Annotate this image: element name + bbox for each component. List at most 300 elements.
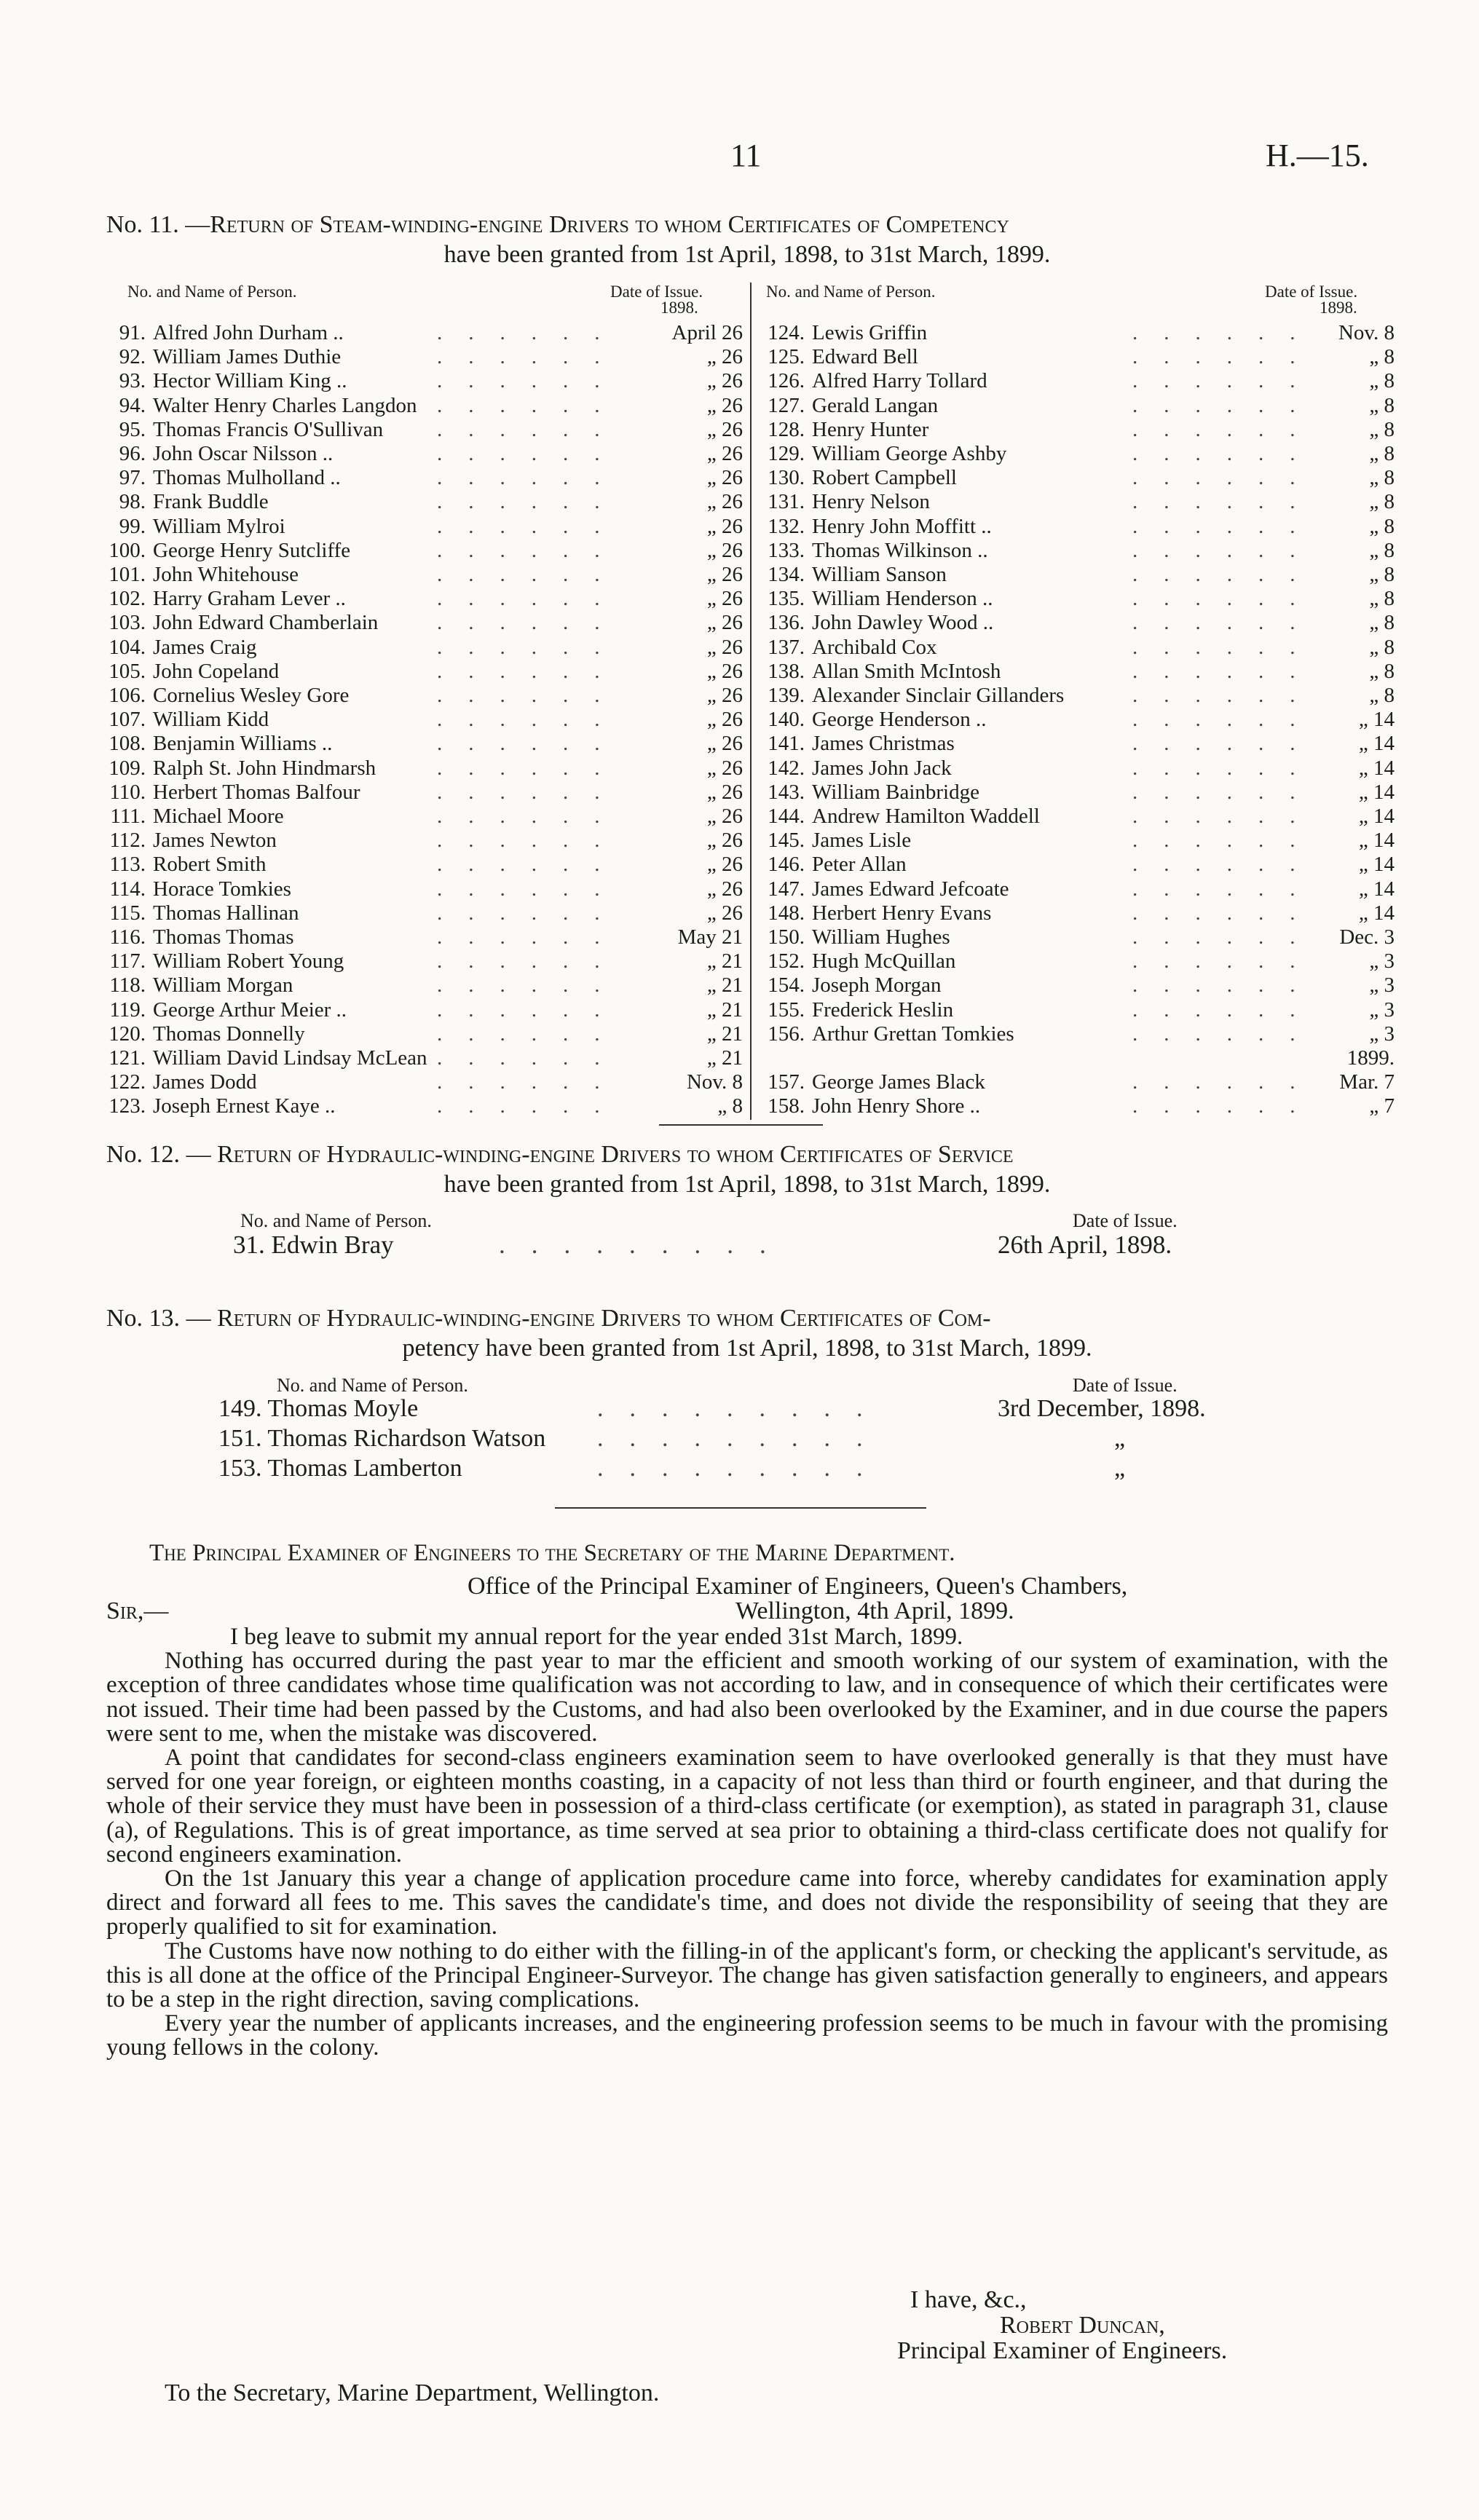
person-name: James Christmas bbox=[812, 732, 955, 756]
certificate-number: 137. bbox=[768, 635, 805, 659]
certificate-number: 127. bbox=[768, 393, 805, 417]
issue-date: „ 26 bbox=[706, 708, 743, 732]
letter-paragraph: The Customs have now nothing to do either with the filling-in of the applicant's form, or checking the applicant's servitude, as this is all done at the office of the Principal Engineer-Surveyor. The change has given satisfaction generally to engineers, and appears to be a step in the right direction, saving complications. bbox=[106, 1938, 1388, 2013]
person-name: Gerald Langan bbox=[812, 393, 939, 417]
certificate-number: 111. bbox=[110, 805, 146, 828]
certificate-number: 151. bbox=[218, 1425, 262, 1452]
certificate-number: 135. bbox=[768, 587, 805, 611]
person-name: Alfred Harry Tollard bbox=[812, 369, 987, 393]
certificate-row: 140. George Henderson .. ...... „ 14 bbox=[761, 708, 1395, 731]
certificate-number: 129. bbox=[768, 442, 805, 465]
certificate-row: 131. Henry Nelson ...... „ 8 bbox=[761, 490, 1395, 513]
issue-date: „ 21 bbox=[706, 1022, 743, 1046]
certificate-number: 92. bbox=[119, 345, 146, 369]
certificate-number: 95. bbox=[119, 417, 146, 441]
person-name: William Kidd bbox=[153, 708, 269, 732]
certificate-row: 118. William Morgan ...... „ 21 bbox=[102, 973, 743, 997]
certificate-number: 148. bbox=[768, 901, 805, 925]
person-name: Henry Nelson bbox=[812, 490, 930, 514]
section-11-heading-line2: have been granted from 1st April, 1898, to 31st March, 1899. bbox=[443, 241, 1051, 268]
issue-date: „ 14 bbox=[1358, 708, 1395, 732]
issue-date: „ 26 bbox=[706, 877, 743, 901]
section-11-number: No. 11. bbox=[106, 211, 179, 238]
certificate-row: 156. Arthur Grettan Tomkies ...... „ 3 bbox=[761, 1022, 1395, 1046]
certificate-row: 101. John Whitehouse ...... „ 26 bbox=[102, 563, 743, 586]
issue-date: „ 8 bbox=[717, 1094, 743, 1118]
certificate-row: 108. Benjamin Williams .. ...... „ 26 bbox=[102, 732, 743, 755]
person-name: George Arthur Meier .. bbox=[153, 998, 347, 1022]
letter-paragraph: On the 1st January this year a change of application procedure came into force, whereby candidates for examination apply direct and forward all fees to me. This saves the candidate's time, and does not divide the responsibility of seeing that they are properly qualified to sit for examination. bbox=[106, 1865, 1388, 1940]
certificate-row: 144. Andrew Hamilton Waddell ...... „ 14 bbox=[761, 805, 1395, 828]
issue-date: 1899. bbox=[1346, 1046, 1395, 1070]
certificate-row: 97. Thomas Mulholland .. ...... „ 26 bbox=[102, 466, 743, 489]
letter-address-line1: Office of the Principal Examiner of Engineers, Queen's Chambers, bbox=[468, 1573, 1128, 1600]
certificate-number: 136. bbox=[768, 611, 805, 635]
person-name: Walter Henry Charles Langdon bbox=[153, 393, 417, 417]
certificate-row: 151. Thomas Richardson Watson ......... „ bbox=[218, 1425, 1126, 1452]
certificate-row: 121. William David Lindsay McLean ...... „ 21 bbox=[102, 1046, 743, 1070]
certificate-row: 135. William Henderson .. ...... „ 8 bbox=[761, 587, 1395, 610]
issue-date: „ 8 bbox=[1369, 611, 1395, 635]
issue-date: „ 8 bbox=[1369, 466, 1395, 490]
certificate-number: 104. bbox=[109, 635, 146, 659]
person-name: William Mylroi bbox=[153, 514, 285, 538]
person-name: John Oscar Nilsson .. bbox=[153, 442, 334, 465]
section-12-title bbox=[106, 1139, 1388, 1199]
certificate-row: 126. Alfred Harry Tollard ...... „ 8 bbox=[761, 369, 1395, 392]
right-col-date-header: Date of Issue. bbox=[1265, 283, 1358, 301]
person-name: Lewis Griffin bbox=[812, 321, 928, 344]
certificate-row: 93. Hector William King .. ...... „ 26 bbox=[102, 369, 743, 392]
certificate-number: 97. bbox=[119, 466, 146, 490]
person-name: Frederick Heslin bbox=[812, 998, 954, 1022]
certificate-number: 99. bbox=[119, 514, 146, 538]
section-13-name-header: No. and Name of Person. bbox=[277, 1375, 468, 1396]
certificate-number: 152. bbox=[768, 949, 805, 973]
certificate-number: 158. bbox=[768, 1094, 805, 1118]
certificate-number: 141. bbox=[768, 732, 805, 756]
person-name: James Lisle bbox=[812, 829, 912, 853]
certificate-number: 138. bbox=[768, 659, 805, 683]
section-13-heading-line2: petency have been granted from 1st April, 1898, to 31st March, 1899. bbox=[402, 1335, 1092, 1362]
certificate-row: 120. Thomas Donnelly ...... „ 21 bbox=[102, 1022, 743, 1046]
letter-signatory: Robert Duncan, bbox=[1000, 2312, 1165, 2339]
certificate-number: 143. bbox=[768, 780, 805, 804]
issue-date: „ 26 bbox=[706, 780, 743, 804]
certificate-number: 123. bbox=[109, 1094, 146, 1118]
person-name: Henry John Moffitt .. bbox=[812, 514, 992, 538]
certificate-number: 155. bbox=[768, 998, 805, 1022]
person-name: Joseph Ernest Kaye .. bbox=[153, 1094, 336, 1118]
letter-body bbox=[106, 1625, 1388, 2061]
certificate-row: 127. Gerald Langan ...... „ 8 bbox=[761, 394, 1395, 417]
certificate-row: 123. Joseph Ernest Kaye .. ...... „ 8 bbox=[102, 1094, 743, 1118]
issue-date: „ 3 bbox=[1369, 949, 1395, 973]
letter-salutation: Sir,— bbox=[106, 1597, 169, 1624]
certificate-number: 106. bbox=[109, 684, 146, 707]
person-name: Thomas Moyle bbox=[267, 1395, 419, 1422]
issue-date: „ 26 bbox=[706, 732, 743, 756]
certificate-row: 109. Ralph St. John Hindmarsh ...... „ 26 bbox=[102, 757, 743, 780]
certificate-number: 110. bbox=[109, 780, 146, 804]
document-reference: H.—15. bbox=[1266, 138, 1369, 173]
certificate-row: 158. John Henry Shore .. ...... „ 7 bbox=[761, 1094, 1395, 1118]
section-divider-2 bbox=[555, 1507, 926, 1509]
person-name: John Henry Shore .. bbox=[812, 1094, 981, 1118]
certificate-number: 113. bbox=[109, 853, 146, 877]
certificate-number: 154. bbox=[768, 973, 805, 998]
certificate-number: 130. bbox=[768, 466, 805, 490]
certificate-number: 132. bbox=[768, 514, 805, 538]
issue-date: „ 8 bbox=[1369, 345, 1395, 369]
issue-date: „ 7 bbox=[1369, 1094, 1395, 1118]
certificate-row: 104. James Craig ...... „ 26 bbox=[102, 636, 743, 659]
person-name: William Henderson .. bbox=[812, 587, 993, 611]
person-name: Thomas Mulholland .. bbox=[153, 466, 341, 490]
issue-date: „ 21 bbox=[706, 973, 743, 998]
issue-date: „ 26 bbox=[706, 563, 743, 586]
certificate-number: 157. bbox=[768, 1070, 805, 1094]
section-11-heading: —Return of Steam-winding-engine Drivers to whom Certificates of Competency bbox=[185, 211, 1009, 238]
certificate-row: 143. William Bainbridge ...... „ 14 bbox=[761, 781, 1395, 804]
issue-date: „ 26 bbox=[706, 659, 743, 683]
issue-date: „ 3 bbox=[1369, 998, 1395, 1022]
issue-date: „ 26 bbox=[706, 611, 743, 635]
left-col-year: 1898. bbox=[660, 299, 698, 317]
certificate-number: 149. bbox=[218, 1395, 262, 1422]
section-divider-1 bbox=[659, 1124, 823, 1126]
certificate-number: 142. bbox=[768, 756, 805, 780]
certificate-row: 115. Thomas Hallinan ...... „ 26 bbox=[102, 901, 743, 925]
letter-paragraph: Nothing has occurred during the past year to mar the efficient and smooth working of our system of examination, with the exception of three candidates whose time qualification was not according to law, and in consequence of which their certificates were not issued. Their time had been passed by the Customs, and had also been overlooked by the Examiner, and in due course the papers were sent to me, when the mistake was discovered. bbox=[106, 1648, 1388, 1747]
issue-date: „ 3 bbox=[1369, 973, 1395, 998]
person-name: Michael Moore bbox=[153, 805, 284, 828]
section-13-date-header: Date of Issue. bbox=[1073, 1375, 1178, 1396]
certificate-row: 94. Walter Henry Charles Langdon ...... „ 26 bbox=[102, 394, 743, 417]
certificate-number: 128. bbox=[768, 417, 805, 441]
certificate-row: 153. Thomas Lamberton ......... „ bbox=[218, 1455, 1126, 1482]
section-12-row-date: 26th April, 1898. bbox=[998, 1231, 1172, 1259]
certificate-row: 100. George Henry Sutcliffe ...... „ 26 bbox=[102, 539, 743, 562]
person-name: George Henry Sutcliffe bbox=[153, 538, 351, 562]
certificate-number: 140. bbox=[768, 708, 805, 732]
section-13-number: No. 13. bbox=[106, 1305, 181, 1332]
certificate-row: 139. Alexander Sinclair Gillanders ...... „ 8 bbox=[761, 684, 1395, 707]
issue-date: „ 21 bbox=[706, 998, 743, 1022]
certificate-row: 134. William Sanson ...... „ 8 bbox=[761, 563, 1395, 586]
issue-date: „ 26 bbox=[706, 345, 743, 369]
person-name: William George Ashby bbox=[812, 442, 1007, 465]
certificate-row: 154. Joseph Morgan ...... „ 3 bbox=[761, 973, 1395, 997]
certificate-number: 100. bbox=[109, 538, 146, 562]
issue-date: „ 8 bbox=[1369, 417, 1395, 441]
section-13-heading: — Return of Hydraulic-winding-engine Drivers to whom Certificates of Com- bbox=[186, 1305, 991, 1332]
certificate-row: 119. George Arthur Meier .. ...... „ 21 bbox=[102, 998, 743, 1022]
certificate-number: 94. bbox=[119, 393, 146, 417]
section-13-list bbox=[218, 1395, 1311, 1497]
certificate-number: 101. bbox=[109, 563, 146, 586]
certificate-number: 145. bbox=[768, 829, 805, 853]
section-12-heading-line2: have been granted from 1st April, 1898, to 31st March, 1899. bbox=[443, 1171, 1051, 1198]
certificate-number: 105. bbox=[109, 659, 146, 683]
section-12-row-number: 31. bbox=[233, 1231, 265, 1259]
certificate-row bbox=[761, 1046, 1395, 1070]
section-13-title bbox=[106, 1303, 1388, 1363]
right-col-year: 1898. bbox=[1320, 299, 1357, 317]
issue-date: „ 8 bbox=[1369, 684, 1395, 707]
letter-address-line2: Wellington, 4th April, 1899. bbox=[735, 1597, 1014, 1624]
issue-date: „ 26 bbox=[706, 829, 743, 853]
certificate-number: 153. bbox=[218, 1455, 262, 1482]
certificate-number: 117. bbox=[109, 949, 146, 973]
person-name: Ralph St. John Hindmarsh bbox=[153, 756, 376, 780]
certificate-number: 144. bbox=[768, 805, 805, 828]
person-name: John Dawley Wood .. bbox=[812, 611, 994, 635]
page-number: 11 bbox=[730, 138, 762, 173]
certificate-number: 114. bbox=[109, 877, 146, 901]
person-name: Benjamin Williams .. bbox=[153, 732, 333, 756]
person-name: Hugh McQuillan bbox=[812, 949, 956, 973]
issue-date: „ 8 bbox=[1369, 563, 1395, 586]
certificate-row: 116. Thomas Thomas ...... May 21 bbox=[102, 925, 743, 949]
certificate-number: 139. bbox=[768, 684, 805, 707]
certificate-number: 133. bbox=[768, 538, 805, 562]
issue-date: „ 26 bbox=[706, 393, 743, 417]
person-name: William Morgan bbox=[153, 973, 293, 998]
person-name: William David Lindsay McLean bbox=[153, 1046, 427, 1070]
person-name: Thomas Donnelly bbox=[153, 1022, 305, 1046]
issue-date: „ 21 bbox=[706, 1046, 743, 1070]
letter-addressee: To the Secretary, Marine Department, Wellington. bbox=[165, 2379, 660, 2406]
letter-signatory-title: Principal Examiner of Engineers. bbox=[897, 2337, 1228, 2364]
certificate-row: 152. Hugh McQuillan ...... „ 3 bbox=[761, 949, 1395, 973]
certificate-number: 121. bbox=[109, 1046, 146, 1070]
certificate-number: 131. bbox=[768, 490, 805, 514]
certificate-row: 112. James Newton ...... „ 26 bbox=[102, 829, 743, 852]
certificate-number: 118. bbox=[109, 973, 146, 998]
certificate-row: 106. Cornelius Wesley Gore ...... „ 26 bbox=[102, 684, 743, 707]
certificate-row: 122. James Dodd ...... Nov. 8 bbox=[102, 1070, 743, 1094]
certificate-row: 125. Edward Bell ...... „ 8 bbox=[761, 345, 1395, 368]
issue-date: April 26 bbox=[671, 321, 743, 344]
certificate-number: 109. bbox=[109, 756, 146, 780]
person-name: James Dodd bbox=[153, 1070, 257, 1094]
letter-closing: I have, &c., bbox=[910, 2286, 1027, 2313]
issue-date: Mar. 7 bbox=[1339, 1070, 1395, 1094]
issue-date: „ 8 bbox=[1369, 659, 1395, 683]
column-divider bbox=[750, 283, 752, 1120]
person-name: Joseph Morgan bbox=[812, 973, 942, 998]
person-name: James Newton bbox=[153, 829, 277, 853]
issue-date: „ bbox=[1114, 1425, 1126, 1452]
person-name: William Bainbridge bbox=[812, 780, 979, 804]
issue-date: „ 26 bbox=[706, 853, 743, 877]
certificate-row: 147. James Edward Jefcoate ...... „ 14 bbox=[761, 877, 1395, 901]
section-12-row: 31. Edwin Bray ......... 26th April, 1898. bbox=[233, 1231, 1172, 1259]
certificate-number: 91. bbox=[119, 321, 146, 344]
person-name: Herbert Henry Evans bbox=[812, 901, 992, 925]
issue-date: „ 14 bbox=[1358, 780, 1395, 804]
certificate-number: 125. bbox=[768, 345, 805, 369]
issue-date: „ 26 bbox=[706, 514, 743, 538]
certificate-number: 112. bbox=[109, 829, 146, 853]
issue-date: „ bbox=[1114, 1455, 1126, 1482]
certificate-row: 98. Frank Buddle ...... „ 26 bbox=[102, 490, 743, 513]
certificate-row: 113. Robert Smith ...... „ 26 bbox=[102, 853, 743, 876]
issue-date: Nov. 8 bbox=[686, 1070, 743, 1094]
issue-date: „ 8 bbox=[1369, 369, 1395, 393]
left-col-name-header: No. and Name of Person. bbox=[127, 283, 297, 301]
person-name: William Sanson bbox=[812, 563, 947, 586]
person-name: George Henderson .. bbox=[812, 708, 987, 732]
person-name: Thomas Francis O'Sullivan bbox=[153, 417, 384, 441]
certificate-row: 133. Thomas Wilkinson .. ...... „ 8 bbox=[761, 539, 1395, 562]
certificate-row: 142. James John Jack ...... „ 14 bbox=[761, 757, 1395, 780]
issue-date: Nov. 8 bbox=[1338, 321, 1395, 344]
person-name: John Edward Chamberlain bbox=[153, 611, 379, 635]
certificate-row: 95. Thomas Francis O'Sullivan ...... „ 26 bbox=[102, 418, 743, 441]
certificate-row: 136. John Dawley Wood .. ...... „ 8 bbox=[761, 611, 1395, 634]
person-name: James John Jack bbox=[812, 756, 952, 780]
issue-date: „ 8 bbox=[1369, 490, 1395, 514]
issue-date: „ 14 bbox=[1358, 732, 1395, 756]
certificate-row: 148. Herbert Henry Evans ...... „ 14 bbox=[761, 901, 1395, 925]
issue-date: „ 26 bbox=[706, 369, 743, 393]
issue-date: „ 26 bbox=[706, 442, 743, 465]
person-name: Peter Allan bbox=[812, 853, 907, 877]
certificate-number: 93. bbox=[119, 369, 146, 393]
person-name: Robert Campbell bbox=[812, 466, 957, 490]
certificate-row: 150. William Hughes ...... Dec. 3 bbox=[761, 925, 1395, 949]
person-name: James Craig bbox=[153, 635, 257, 659]
section-12-name-header: No. and Name of Person. bbox=[240, 1210, 432, 1231]
issue-date: „ 26 bbox=[706, 901, 743, 925]
person-name: William Robert Young bbox=[153, 949, 344, 973]
certificate-number: 120. bbox=[109, 1022, 146, 1046]
issue-date: „ 14 bbox=[1358, 805, 1395, 828]
issue-date: „ 26 bbox=[706, 587, 743, 611]
certificate-row: 102. Harry Graham Lever .. ...... „ 26 bbox=[102, 587, 743, 610]
right-certificate-list bbox=[761, 321, 1395, 1122]
issue-date: „ 14 bbox=[1358, 829, 1395, 853]
certificate-number: 116. bbox=[109, 925, 146, 949]
person-name: Harry Graham Lever .. bbox=[153, 587, 346, 611]
certificate-row: 145. James Lisle ...... „ 14 bbox=[761, 829, 1395, 852]
person-name: Henry Hunter bbox=[812, 417, 929, 441]
certificate-row: 128. Henry Hunter ...... „ 8 bbox=[761, 418, 1395, 441]
certificate-row: 99. William Mylroi ...... „ 26 bbox=[102, 515, 743, 538]
certificate-row: 91. Alfred John Durham .. ...... April 26 bbox=[102, 321, 743, 344]
issue-date: „ 26 bbox=[706, 417, 743, 441]
issue-date: 3rd December, 1898. bbox=[998, 1395, 1206, 1422]
person-name: Herbert Thomas Balfour bbox=[153, 780, 360, 804]
certificate-row: 103. John Edward Chamberlain ...... „ 26 bbox=[102, 611, 743, 634]
certificate-number: 96. bbox=[119, 442, 146, 465]
issue-date: „ 26 bbox=[706, 538, 743, 562]
certificate-number: 146. bbox=[768, 853, 805, 877]
person-name: John Copeland bbox=[153, 659, 280, 683]
issue-date: „ 8 bbox=[1369, 587, 1395, 611]
person-name: Hector William King .. bbox=[153, 369, 347, 393]
certificate-row: 132. Henry John Moffitt .. ...... „ 8 bbox=[761, 515, 1395, 538]
person-name: Edward Bell bbox=[812, 345, 918, 369]
person-name: Thomas Lamberton bbox=[267, 1455, 462, 1482]
right-col-name-header: No. and Name of Person. bbox=[766, 283, 936, 301]
left-col-date-header: Date of Issue. bbox=[610, 283, 703, 301]
person-name: Andrew Hamilton Waddell bbox=[812, 805, 1040, 828]
person-name: Frank Buddle bbox=[153, 490, 269, 514]
certificate-number: 115. bbox=[109, 901, 146, 925]
certificate-row: 124. Lewis Griffin ...... Nov. 8 bbox=[761, 321, 1395, 344]
certificate-number: 156. bbox=[768, 1022, 805, 1046]
certificate-row: 105. John Copeland ...... „ 26 bbox=[102, 660, 743, 683]
certificate-row: 149. Thomas Moyle ......... 3rd December, 1898. bbox=[218, 1395, 1206, 1422]
issue-date: „ 14 bbox=[1358, 877, 1395, 901]
person-name: Thomas Hallinan bbox=[153, 901, 299, 925]
issue-date: „ 21 bbox=[706, 949, 743, 973]
person-name: Horace Tomkies bbox=[153, 877, 291, 901]
certificate-row: 129. William George Ashby ...... „ 8 bbox=[761, 442, 1395, 465]
section-12-number: No. 12. bbox=[106, 1141, 181, 1168]
issue-date: „ 26 bbox=[706, 805, 743, 828]
person-name: Thomas Richardson Watson bbox=[267, 1425, 546, 1452]
person-name: Thomas Thomas bbox=[153, 925, 294, 949]
letter-paragraph: A point that candidates for second-class engineers examination seem to have overlooked generally is that they must have served for one year foreign, or eighteen months coasting, in a capacity of not less than third or fourth engineer, and that during the whole of their service they must have been in possession of a third-class certificate (or exemption), as stated in paragraph 31, clause (a), of Regulations. This is of great importance, as time served at sea prior to obtaining a third-class certificate does not qualify for second engineers examination. bbox=[106, 1745, 1388, 1868]
person-name: John Whitehouse bbox=[153, 563, 299, 586]
issue-date: „ 26 bbox=[706, 466, 743, 490]
certificate-row: 130. Robert Campbell ...... „ 8 bbox=[761, 466, 1395, 489]
person-name: George James Black bbox=[812, 1070, 985, 1094]
certificate-row: 110. Herbert Thomas Balfour ...... „ 26 bbox=[102, 781, 743, 804]
certificate-row: 111. Michael Moore ...... „ 26 bbox=[102, 805, 743, 828]
certificate-number: 108. bbox=[109, 732, 146, 756]
person-name: Alfred John Durham .. bbox=[153, 321, 344, 344]
issue-date: „ 26 bbox=[706, 756, 743, 780]
certificate-number: 119. bbox=[109, 998, 146, 1022]
certificate-number: 126. bbox=[768, 369, 805, 393]
certificate-number: 102. bbox=[109, 587, 146, 611]
person-name: Archibald Cox bbox=[812, 635, 937, 659]
issue-date: „ 14 bbox=[1358, 901, 1395, 925]
issue-date: „ 8 bbox=[1369, 442, 1395, 465]
certificate-number: 134. bbox=[768, 563, 805, 586]
certificate-row: 137. Archibald Cox ...... „ 8 bbox=[761, 636, 1395, 659]
person-name: Alexander Sinclair Gillanders bbox=[812, 684, 1065, 707]
certificate-row: 155. Frederick Heslin ...... „ 3 bbox=[761, 998, 1395, 1022]
section-11-title bbox=[106, 210, 1388, 269]
certificate-row: 92. William James Duthie ...... „ 26 bbox=[102, 345, 743, 368]
issue-date: „ 8 bbox=[1369, 514, 1395, 538]
left-certificate-list bbox=[102, 321, 743, 1122]
certificate-row: 117. William Robert Young ...... „ 21 bbox=[102, 949, 743, 973]
certificate-number: 107. bbox=[109, 708, 146, 732]
person-name: William James Duthie bbox=[153, 345, 342, 369]
certificate-row: 146. Peter Allan ...... „ 14 bbox=[761, 853, 1395, 876]
certificate-number: 98. bbox=[119, 490, 146, 514]
person-name: Allan Smith McIntosh bbox=[812, 659, 1001, 683]
person-name: Arthur Grettan Tomkies bbox=[812, 1022, 1014, 1046]
issue-date: „ 14 bbox=[1358, 853, 1395, 877]
certificate-number: 103. bbox=[109, 611, 146, 635]
issue-date: „ 14 bbox=[1358, 756, 1395, 780]
certificate-row: 157. George James Black ...... Mar. 7 bbox=[761, 1070, 1395, 1094]
letter-paragraph: I beg leave to submit my annual report for the year ended 31st March, 1899. bbox=[230, 1624, 963, 1650]
person-name: Cornelius Wesley Gore bbox=[153, 684, 350, 707]
issue-date: „ 3 bbox=[1369, 1022, 1395, 1046]
issue-date: „ 8 bbox=[1369, 635, 1395, 659]
issue-date: „ 26 bbox=[706, 635, 743, 659]
issue-date: „ 26 bbox=[706, 684, 743, 707]
